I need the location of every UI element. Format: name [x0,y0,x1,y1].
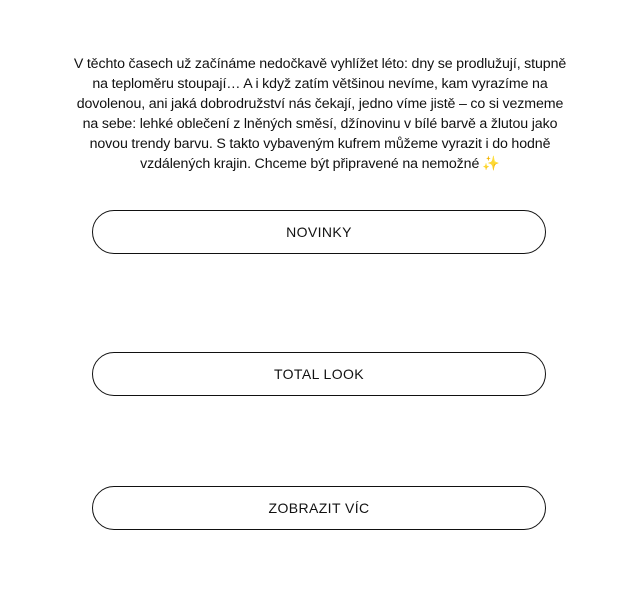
total-look-button[interactable] [92,352,546,396]
show-more-button[interactable] [92,486,546,530]
novinky-button[interactable] [92,210,546,254]
show-more-label: ZOBRAZIT VÍC [268,500,370,516]
total-look-label: TOTAL LOOK [273,366,365,382]
novinky-label: NOVINKY [286,224,352,240]
intro-text: V těchto časech už začínáme nedočkavě vyhlížet léto: dny se prodlužují, stupně na teploměru stoupají… A i když zatím většinou nevíme, kam vyrazíme na dovolenou, ani jaká dobrodružství nás čekají, jedno víme jistě – co si vezmeme na sebe: lehké oblečení z lněných směsí, džínovinu v bílé barvě a žlutou jako novou trendy barvu. S takto vybaveným kufrem můžeme vyrazit i do hodně vzdálených krajin. Chceme být připravené na nemožné [73,56,567,173]
sparkles-icon: ✨ [482,156,500,173]
intro-paragraph [72,54,568,174]
